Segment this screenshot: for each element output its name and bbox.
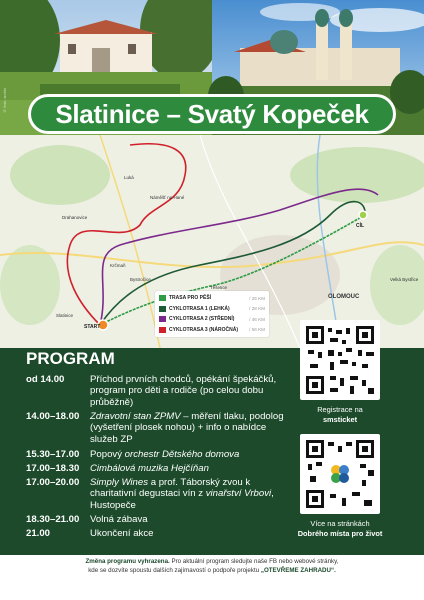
- photo-credit: © foto: archiv: [2, 88, 7, 114]
- program-desc: Příchod prvních chodců, opékání špekáčků, program pro děti a rodiče (po celou dobu průběžně): [90, 374, 277, 408]
- map-label-end: CÍL: [356, 223, 365, 229]
- map-label-velka-bystrice: Velká Bystřice: [390, 277, 419, 282]
- qr-caption-line-bold: smsticket: [322, 414, 358, 424]
- legend-label: TRASA PRO PĚŠÍ: [169, 295, 212, 302]
- program-time: 18.30–21.00: [26, 514, 80, 525]
- qr-icon: [300, 434, 380, 514]
- legend-item: [159, 325, 265, 336]
- legend-item: [159, 304, 265, 315]
- footer-line-2: [0, 567, 424, 576]
- footer-text: Pro aktuální program sledujte naše FB nebo webové stránky,: [169, 558, 339, 565]
- legend-label: CYKLOTRASA 2 (STŘEDNÍ): [169, 316, 235, 323]
- title-banner: [28, 94, 396, 134]
- legend-swatch: [159, 306, 166, 312]
- program-desc: Ukončení akce: [90, 528, 154, 539]
- footer-link[interactable]: „OTEVŘEME ZAHRADU“.: [260, 566, 336, 574]
- legend-label: CYKLOTRASA 1 (LEHKÁ): [169, 305, 230, 312]
- program-time: 17.00–20.00: [26, 477, 80, 488]
- route-legend: [155, 291, 269, 337]
- footer-text: kde se dozvíte spoustu dalších zajímavostí o podpoře projektu: [88, 566, 261, 574]
- footer-line-1: [0, 558, 424, 567]
- program-section: [0, 348, 424, 555]
- legend-label: CYKLOTRASA 3 (NÁROČNÁ): [169, 326, 238, 333]
- legend-swatch: [159, 295, 166, 301]
- map-label-olomouc: OLOMOUC: [328, 294, 360, 300]
- legend-km: / 25 KM: [249, 295, 265, 301]
- qr-caption-registration: [292, 405, 388, 424]
- legend-swatch: [159, 327, 166, 333]
- map-label-bystrocice: Bystročice: [130, 277, 151, 282]
- map-label-tesetice: Těšetice: [210, 285, 228, 290]
- map-label-drahanovice: Drahanovice: [62, 215, 88, 220]
- legend-km: / 56 KM: [249, 327, 265, 333]
- program-heading: PROGRAM: [26, 349, 115, 368]
- map-label-start: START: [84, 324, 101, 330]
- legend-km: / 28 KM: [249, 306, 265, 312]
- program-desc: Cimbálová muzika Hejčíňan: [90, 463, 209, 474]
- program-desc: Zdravotní stan ZPMV – měření tlaku, podolog (vyšetření plosek nohou) + info o nabídce služeb ZP: [90, 411, 284, 445]
- footer-note: [0, 555, 424, 600]
- legend-item: [159, 293, 265, 304]
- program-time: od 14.00: [26, 374, 65, 385]
- map-label-slatinice: Slatinice: [56, 313, 74, 318]
- page-title: Slatinice – Svatý Kopeček: [55, 98, 369, 129]
- legend-km: / 46 KM: [249, 316, 265, 322]
- program-desc: Simply Wines a prof. Táborský zvou k charitativní degustaci vín z vinařství Vrbovi, Hustopeče: [90, 477, 274, 511]
- qr-caption-website: [292, 519, 388, 538]
- footer-bold: Změna programu vyhrazena.: [85, 558, 170, 565]
- qr-caption-line: Více na stránkách: [310, 519, 370, 528]
- program-desc: Volná zábava: [90, 514, 148, 525]
- legend-item: [159, 314, 265, 325]
- qr-caption-line: Registrace na: [317, 405, 363, 414]
- program-desc: Popový orchestr Dětského domova: [90, 449, 240, 460]
- map-label-luka: Luká: [124, 175, 134, 180]
- map-label-krcman: Krčmaň: [110, 263, 126, 268]
- legend-swatch: [159, 316, 166, 322]
- map-label-namest: Náměšť na Hané: [150, 195, 185, 200]
- program-time: 15.30–17.00: [26, 449, 80, 460]
- program-time: 14.00–18.00: [26, 411, 80, 422]
- qr-caption-line-bold: Dobrého místa pro život: [297, 528, 383, 538]
- program-time: 21.00: [26, 528, 51, 539]
- qr-icon: [300, 320, 380, 400]
- qr-code-registration[interactable]: [300, 320, 380, 400]
- program-time: 17.00–18.30: [26, 463, 80, 474]
- qr-code-website[interactable]: [300, 434, 380, 514]
